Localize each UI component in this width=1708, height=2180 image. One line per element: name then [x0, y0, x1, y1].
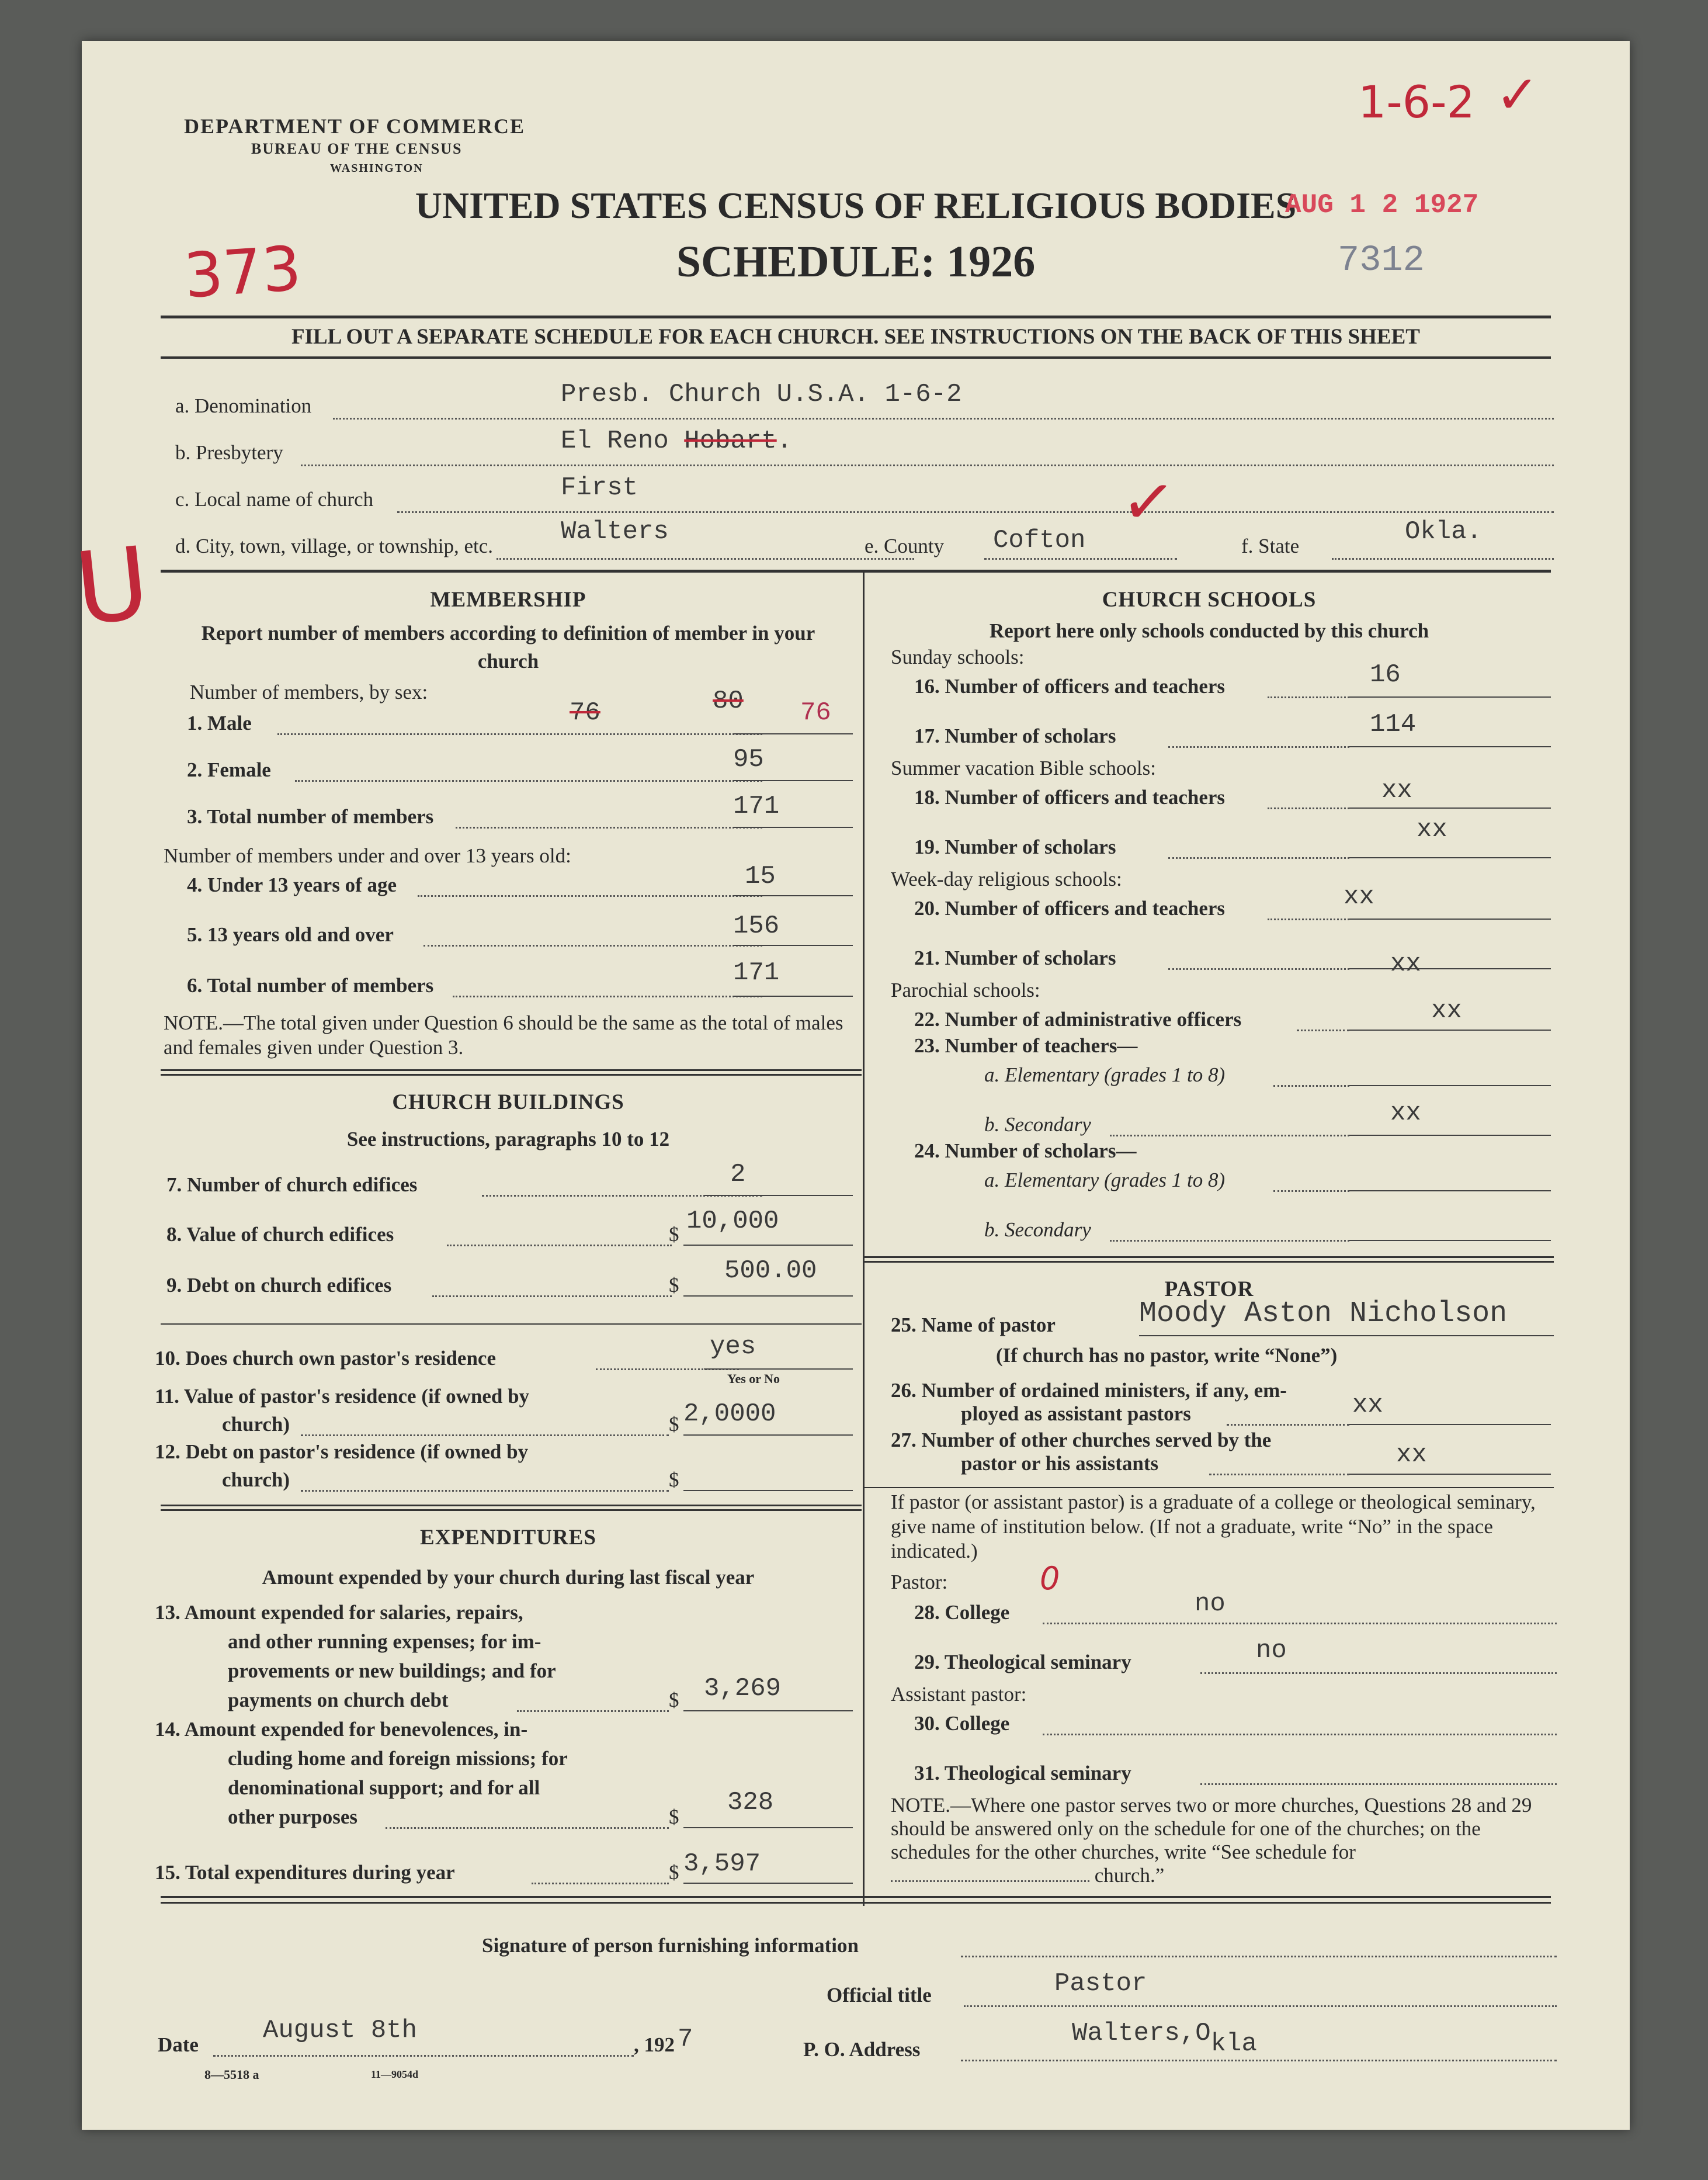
- q23b-dots: [1110, 1135, 1349, 1136]
- pastor-note-end: church.”: [1094, 1864, 1165, 1887]
- membership-title: MEMBERSHIP: [430, 588, 586, 612]
- q22-value[interactable]: xx: [1431, 996, 1462, 1025]
- q2-underline: [733, 780, 853, 781]
- membership-rule-2: [161, 1074, 862, 1076]
- q11-underline: [683, 1434, 853, 1436]
- bureau-heading: BUREAU OF THE CENSUS: [251, 140, 463, 157]
- q11-dots: [301, 1434, 669, 1436]
- q14-dollar: $: [669, 1805, 679, 1828]
- q11-label: 11. Value of pastor's residence (if owned by: [155, 1385, 530, 1408]
- summer-schools-label: Summer vacation Bible schools:: [891, 757, 1156, 779]
- q19-value[interactable]: xx: [1417, 815, 1447, 844]
- q17-underline: [1349, 746, 1551, 747]
- q10-label: 10. Does church own pastor's residence: [155, 1347, 496, 1370]
- q14-underline: [683, 1827, 853, 1828]
- q23a-dots: [1273, 1085, 1349, 1087]
- q15-dots: [532, 1883, 669, 1884]
- q15-value[interactable]: 3,597: [683, 1849, 761, 1879]
- q1-corrected-value: 76: [800, 698, 831, 727]
- q17-label: 17. Number of scholars: [914, 725, 1116, 747]
- signature-label: Signature of person furnishing information: [482, 1934, 859, 1957]
- q1-underline: [733, 733, 853, 734]
- q13-underline: [683, 1710, 853, 1711]
- footer-rule-2: [161, 1902, 1551, 1904]
- q20-dots: [1268, 919, 1349, 920]
- q25-value[interactable]: Moody Aston Nicholson: [1139, 1297, 1508, 1330]
- expenditures-title: EXPENDITURES: [420, 1526, 596, 1550]
- q26-dots: [1227, 1424, 1349, 1426]
- q12-label: 12. Debt on pastor's residence (if owned by: [155, 1440, 529, 1463]
- presbytery-line: [301, 465, 1554, 466]
- q11-value[interactable]: 2,0000: [683, 1399, 776, 1429]
- q29-value[interactable]: no: [1256, 1636, 1287, 1665]
- q15-underline: [683, 1883, 853, 1884]
- sunday-schools-label: Sunday schools:: [891, 646, 1025, 668]
- q26-label: 26. Number of ordained ministers, if any, em-: [891, 1379, 1287, 1402]
- q5-underline: [733, 945, 853, 946]
- q31-line: [1200, 1783, 1557, 1785]
- q9-label: 9. Debt on church edifices: [166, 1274, 392, 1297]
- q24-label: 24. Number of scholars—: [914, 1139, 1137, 1162]
- q29-line: [1200, 1672, 1557, 1674]
- q1-label: 1. Male: [187, 712, 252, 734]
- q26-underline: [1349, 1424, 1551, 1425]
- q14-line-4: other purposes: [228, 1805, 358, 1828]
- q5-value[interactable]: 156: [733, 911, 780, 941]
- pastor-note-text: NOTE.—Where one pastor serves two or more churches, Questions 28 and 29 should be answered only on the schedule for one of the churches; on the schedules for the other churches, write “See schedule for: [891, 1794, 1532, 1863]
- q30-line: [1043, 1734, 1557, 1735]
- q18-label: 18. Number of officers and teachers: [914, 786, 1226, 809]
- q10-value[interactable]: yes: [710, 1332, 756, 1361]
- q13-dots: [517, 1710, 669, 1712]
- state-line: [1332, 558, 1554, 560]
- expenditures-subtitle: Amount expended by your church during last fiscal year: [262, 1566, 755, 1589]
- membership-rule-1: [161, 1069, 862, 1071]
- city-label: d. City, town, village, or township, etc.: [175, 535, 494, 557]
- buildings-subtitle: See instructions, paragraphs 10 to 12: [346, 1128, 670, 1150]
- q3-value[interactable]: 171: [733, 792, 780, 821]
- official-title-value[interactable]: Pastor: [1054, 1969, 1147, 1998]
- schools-title: CHURCH SCHOOLS: [1102, 588, 1317, 612]
- q24a-underline: [1349, 1190, 1551, 1191]
- q27-underline: [1349, 1474, 1551, 1475]
- q30-label: 30. College: [914, 1712, 1010, 1735]
- date-line: [213, 2055, 634, 2057]
- q17-dots: [1168, 746, 1349, 748]
- buildings-thin-rule: [161, 1323, 862, 1325]
- print-number: 11—9054d: [371, 2068, 419, 2080]
- q20-value[interactable]: xx: [1344, 882, 1374, 911]
- city-heading: WASHINGTON: [330, 162, 423, 175]
- q6-label: 6. Total number of members: [187, 974, 434, 997]
- q12-label-cont: church): [222, 1468, 290, 1491]
- q4-dots: [418, 895, 762, 897]
- q16-dots: [1268, 696, 1349, 698]
- file-number-stamp: 7312: [1338, 240, 1425, 281]
- dept-heading: DEPARTMENT OF COMMERCE: [184, 115, 526, 138]
- q13-line-3: provements or new buildings; and for: [228, 1659, 556, 1682]
- q14-line-3: denominational support; and for all: [228, 1776, 540, 1799]
- q19-underline: [1349, 857, 1551, 858]
- q29-label: 29. Theological seminary: [914, 1651, 1131, 1673]
- denomination-label: a. Denomination: [175, 394, 312, 417]
- q24b-label: b. Secondary: [984, 1218, 1091, 1241]
- q1-dots: [277, 733, 762, 735]
- check-mark-icon: ✓: [1495, 64, 1540, 126]
- q28-line: [1043, 1623, 1557, 1624]
- presbytery-struck-text: Hobart: [684, 427, 777, 456]
- q9-underline: [683, 1295, 853, 1297]
- q14-value[interactable]: 328: [727, 1788, 774, 1817]
- q9-value[interactable]: 500.00: [724, 1256, 817, 1285]
- q18-underline: [1349, 807, 1551, 809]
- instruction-line: FILL OUT A SEPARATE SCHEDULE FOR EACH CHURCH. SEE INSTRUCTIONS ON THE BACK OF THIS SHEET: [291, 325, 1420, 349]
- city-line: [497, 558, 914, 560]
- q14-line-2: cluding home and foreign missions; for: [228, 1747, 568, 1770]
- section-top-rule: [161, 570, 1551, 573]
- official-title-label: Official title: [827, 1984, 932, 2006]
- q8-underline: [683, 1245, 853, 1246]
- denomination-line: [333, 418, 1554, 420]
- column-divider: [863, 573, 865, 1906]
- members-by-sex-label: Number of members, by sex:: [190, 681, 428, 703]
- q24b-underline: [1349, 1240, 1551, 1241]
- q24a-dots: [1273, 1190, 1349, 1192]
- q10-hint: Yes or No: [727, 1371, 780, 1386]
- schedule-title: SCHEDULE: 1926: [676, 237, 1036, 286]
- q13-value[interactable]: 3,269: [704, 1674, 782, 1703]
- presbytery-text: El Reno: [561, 427, 669, 456]
- presbytery-value[interactable]: El Reno Hobart.: [561, 427, 793, 456]
- q27-label-cont: pastor or his assistants: [961, 1452, 1159, 1475]
- handwritten-letter: U: [70, 525, 155, 648]
- membership-subtitle: Report number of members according to definition of member in your church: [201, 622, 815, 673]
- handwritten-code: 1-6-2: [1358, 76, 1475, 128]
- q25-hint: (If church has no pastor, write “None”): [996, 1344, 1338, 1367]
- county-check-icon: ✓: [1117, 462, 1179, 542]
- q27-value[interactable]: xx: [1396, 1440, 1427, 1469]
- q5-dots: [423, 945, 762, 947]
- q25-label: 25. Name of pastor: [891, 1313, 1056, 1336]
- q22-label: 22. Number of administrative officers: [914, 1008, 1242, 1031]
- q26-label-cont: ployed as assistant pastors: [961, 1402, 1191, 1425]
- form-number: 8—5518 a: [204, 2067, 259, 2082]
- buildings-rule-1: [161, 1505, 862, 1506]
- q6-underline: [733, 996, 853, 997]
- q31-label: 31. Theological seminary: [914, 1762, 1131, 1784]
- q23a-underline: [1349, 1085, 1551, 1086]
- date-label: Date: [158, 2033, 199, 2056]
- census-schedule-sheet: [70, 41, 1630, 2130]
- q12-dollar: $: [669, 1468, 679, 1491]
- q9-dollar: $: [669, 1274, 679, 1297]
- buildings-rule-2: [161, 1509, 862, 1511]
- q23a-label: a. Elementary (grades 1 to 8): [984, 1063, 1226, 1086]
- q14-dots: [386, 1827, 669, 1829]
- q10-underline: [704, 1368, 853, 1370]
- q7-underline: [704, 1195, 853, 1196]
- po-address-line: [961, 2060, 1557, 2061]
- q13-line-4: payments on church debt: [228, 1689, 449, 1711]
- po-address-suffix: kla: [1210, 2029, 1257, 2058]
- q2-label: 2. Female: [187, 758, 271, 781]
- q24a-label: a. Elementary (grades 1 to 8): [984, 1169, 1226, 1191]
- q4-label: 4. Under 13 years of age: [187, 874, 397, 896]
- q19-label: 19. Number of scholars: [914, 836, 1116, 858]
- q23b-underline: [1349, 1135, 1551, 1136]
- official-title-line: [964, 2005, 1557, 2007]
- q11-dollar: $: [669, 1413, 679, 1436]
- q5-label: 5. 13 years old and over: [187, 923, 394, 946]
- graduate-note: If pastor (or assistant pastor) is a graduate of a college or theological seminary, give name of institution below. (If not a graduate, write “No” in the space indicated.): [891, 1491, 1536, 1562]
- city-value[interactable]: Walters: [561, 517, 669, 546]
- q3-underline: [733, 827, 853, 828]
- q3-label: 3. Total number of members: [187, 805, 434, 828]
- date-value[interactable]: August 8th: [263, 2016, 418, 2045]
- q20-underline: [1349, 919, 1551, 920]
- pastor-handwritten-mark: 0: [1040, 1560, 1060, 1597]
- q15-dollar: $: [669, 1861, 679, 1884]
- po-address-value[interactable]: [1072, 2019, 1257, 2058]
- q4-value[interactable]: 15: [745, 862, 776, 891]
- q6-value[interactable]: 171: [733, 958, 780, 987]
- q28-label: 28. College: [914, 1601, 1010, 1624]
- weekday-schools-label: Week-day religious schools:: [891, 868, 1122, 890]
- q20-label: 20. Number of officers and teachers: [914, 897, 1226, 920]
- county-label: e. County: [865, 535, 945, 557]
- signature-line[interactable]: [961, 1956, 1557, 1957]
- local-name-label: c. Local name of church: [175, 488, 374, 511]
- membership-note: NOTE.—The total given under Question 6 should be the same as the total of males and females given under Question 3.: [164, 1011, 843, 1059]
- footer-rule-1: [161, 1896, 1551, 1898]
- po-address-text: Walters,O: [1072, 2019, 1211, 2048]
- q9-dots: [432, 1295, 672, 1297]
- q11-label-cont: church): [222, 1413, 290, 1436]
- local-name-value[interactable]: First: [561, 473, 638, 502]
- parochial-schools-label: Parochial schools:: [891, 979, 1040, 1001]
- q22-dots: [1297, 1030, 1349, 1031]
- q3-dots: [456, 827, 762, 829]
- po-address-label: P. O. Address: [803, 2038, 921, 2061]
- presbytery-label: b. Presbytery: [175, 441, 283, 464]
- pastor-thin-rule: [865, 1487, 1554, 1488]
- year-digit[interactable]: 7: [678, 2025, 693, 2054]
- schools-subtitle: Report here only schools conducted by this church: [989, 619, 1429, 642]
- q2-dots: [295, 780, 762, 782]
- q16-underline: [1349, 696, 1551, 698]
- pastor-note: [891, 1794, 1557, 1887]
- q1-struck-value: 76: [570, 698, 600, 727]
- q14-line-1: 14. Amount expended for benevolences, in-: [155, 1718, 528, 1741]
- q16-value[interactable]: 16: [1370, 660, 1401, 689]
- county-value[interactable]: Cofton: [993, 526, 1086, 555]
- q23-label: 23. Number of teachers—: [914, 1034, 1138, 1057]
- pastor-note-blank[interactable]: [891, 1880, 1089, 1882]
- schools-rule-2: [865, 1261, 1554, 1263]
- q8-dollar: $: [669, 1223, 679, 1246]
- assistant-pastor-sublabel: Assistant pastor:: [891, 1683, 1027, 1706]
- q8-value[interactable]: 10,000: [686, 1207, 779, 1236]
- instruction-rule: [161, 356, 1551, 359]
- q18-dots: [1268, 807, 1349, 809]
- q13-line-2: and other running expenses; for im-: [228, 1630, 541, 1653]
- year-prefix: , 192: [634, 2033, 675, 2056]
- q18-value[interactable]: xx: [1381, 776, 1412, 805]
- q22-underline: [1349, 1030, 1551, 1031]
- q27-dots: [1209, 1474, 1349, 1475]
- state-value[interactable]: Okla.: [1405, 517, 1483, 546]
- q26-value[interactable]: xx: [1352, 1391, 1383, 1420]
- form-title: UNITED STATES CENSUS OF RELIGIOUS BODIES: [415, 185, 1297, 226]
- q12-dots: [301, 1490, 669, 1492]
- q4-underline: [733, 895, 853, 896]
- received-date-stamp: AUG 1 2 1927: [1285, 190, 1479, 220]
- q2-value[interactable]: 95: [733, 745, 764, 774]
- handwritten-number: 373: [181, 233, 304, 312]
- q1-value[interactable]: 80: [713, 687, 744, 716]
- q23b-value[interactable]: xx: [1390, 1098, 1421, 1128]
- buildings-title: CHURCH BUILDINGS: [392, 1090, 624, 1114]
- q28-value[interactable]: no: [1195, 1589, 1226, 1618]
- pastor-sublabel: Pastor:: [891, 1571, 948, 1593]
- denomination-value[interactable]: Presb. Church U.S.A. 1-6-2: [561, 380, 962, 409]
- q24b-dots: [1110, 1240, 1349, 1242]
- members-by-age-label: Number of members under and over 13 years old:: [164, 844, 571, 867]
- q21-value[interactable]: xx: [1390, 949, 1421, 979]
- q12-underline: [683, 1490, 853, 1491]
- q7-label: 7. Number of church edifices: [166, 1173, 418, 1196]
- local-name-line: [397, 511, 1554, 513]
- pastor-title: PASTOR: [1164, 1277, 1254, 1301]
- header-rule: [161, 316, 1551, 318]
- county-line: [984, 558, 1177, 560]
- q17-value[interactable]: 114: [1370, 710, 1417, 739]
- q8-dots: [447, 1245, 672, 1246]
- q21-label: 21. Number of scholars: [914, 947, 1116, 969]
- q25-underline: [1139, 1335, 1554, 1336]
- schools-rule-1: [865, 1256, 1554, 1258]
- q7-value[interactable]: 2: [730, 1160, 746, 1189]
- q21-dots: [1168, 968, 1349, 970]
- state-label: f. State: [1241, 535, 1300, 557]
- q13-dollar: $: [669, 1689, 679, 1711]
- q16-label: 16. Number of officers and teachers: [914, 675, 1226, 698]
- q19-dots: [1168, 857, 1349, 859]
- q13-line-1: 13. Amount expended for salaries, repairs,: [155, 1601, 523, 1624]
- q15-label: 15. Total expenditures during year: [155, 1861, 455, 1884]
- q27-label: 27. Number of other churches served by the: [891, 1429, 1272, 1451]
- q8-label: 8. Value of church edifices: [166, 1223, 394, 1246]
- q21-underline: [1349, 968, 1551, 969]
- q6-dots: [453, 996, 762, 997]
- q23b-label: b. Secondary: [984, 1113, 1091, 1136]
